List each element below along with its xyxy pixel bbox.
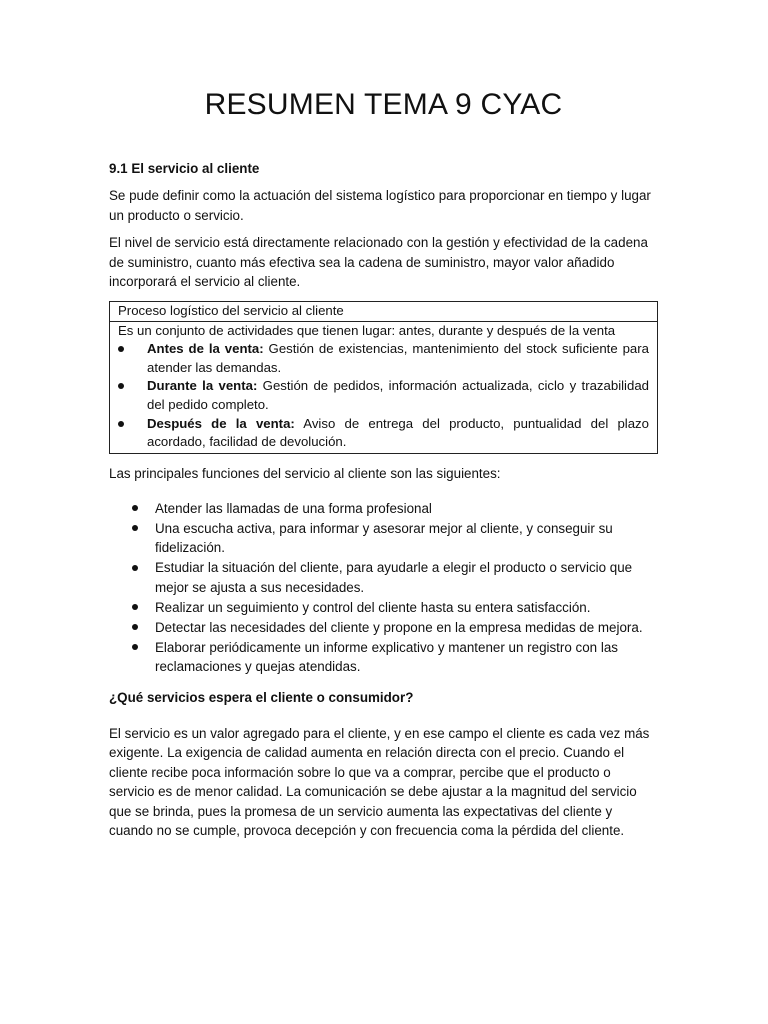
paragraph-service-level: El nivel de servicio está directamente relacionado con la gestión y efectividad de la cadena de suministro, cuanto más efectiva sea la cadena de suministro, mayor valor añadido incorporará el servicio al cliente. (109, 235, 648, 290)
stage-text: Aviso de entrega del producto, puntualidad del plazo acordado, facilidad de devolución. (147, 415, 649, 450)
list-item: Detectar las necesidades del cliente y propone en la empresa medidas de mejora. (109, 618, 658, 638)
process-stage-during (118, 377, 649, 414)
stage-text: Gestión de pedidos, información actualizada, ciclo y trazabilidad del pedido completo. (147, 378, 649, 412)
document-title: RESUMEN TEMA 9 CYAC (204, 88, 563, 121)
list-item: Atender las llamadas de una forma profesional (109, 499, 658, 519)
process-box-intro: Es un conjunto de actividades que tienen lugar: antes, durante y después de la venta (118, 322, 616, 338)
stage-lead: Antes de la venta: (147, 341, 264, 357)
list-item: Realizar un seguimiento y control del cliente hasta su entera satisfacción. (109, 598, 658, 618)
process-box-header: Proceso logístico del servicio al cliente (110, 302, 657, 322)
functions-list (109, 499, 658, 677)
process-box-body (110, 322, 657, 453)
stage-text: Gestión de existencias, mantenimiento del stock suficiente para atender las demandas. (147, 341, 649, 375)
process-stage-after (118, 415, 649, 452)
paragraph-definition: Se pude definir como la actuación del sistema logístico para proporcionar en tiempo y lugar un producto o servicio. (109, 188, 651, 223)
process-stage-list (118, 340, 649, 452)
list-item: Elaborar periódicamente un informe explicativo y mantener un registro con las reclamaciones y quejas atendidas. (109, 638, 658, 677)
list-item: Una escucha activa, para informar y asesorar mejor al cliente, y conseguir su fidelización. (109, 519, 658, 558)
stage-lead: Durante la venta: (147, 378, 258, 394)
list-item: Estudiar la situación del cliente, para ayudarle a elegir el producto o servicio que mejor se ajusta a sus necesidades. (109, 558, 658, 597)
section-heading: 9.1 El servicio al cliente (109, 161, 260, 176)
functions-heading: Las principales funciones del servicio al cliente son las siguientes: (109, 465, 501, 481)
paragraph-expectations: El servicio es un valor agregado para el cliente, y en ese campo el cliente es cada vez más exigente. La exigencia de calidad aumenta en relación directa con el precio. Cuando el cliente recibe poca información sobre lo que va a comprar, percibe que el producto o servicio es de menor calidad. La comunicación se debe ajustar a la magnitud del servicio que se brinda, pues la promesa de un servicio aumenta las expectativas del cliente y cuando no se cumple, provoca decepción y con frecuencia coma la pérdida del cliente. (109, 725, 650, 839)
question-heading: ¿Qué servicios espera el cliente o consumidor? (109, 689, 414, 705)
process-stage-before (118, 340, 649, 377)
stage-lead: Después de la venta: (147, 415, 295, 431)
process-box (109, 301, 658, 454)
